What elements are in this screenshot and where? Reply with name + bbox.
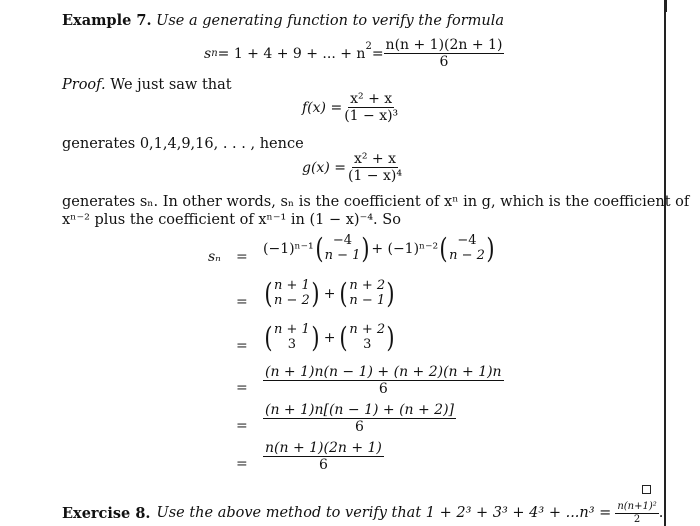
line5-numerator: (n + 1)n[(n − 1) + (n + 2)]	[265, 402, 455, 418]
binom6-bottom: 3	[363, 336, 372, 352]
g-fraction	[346, 151, 404, 185]
eq-sign-2: =	[236, 294, 248, 310]
exercise-label: Exercise 8.	[62, 504, 151, 522]
line6-numerator: n(n + 1)(2n + 1)	[265, 440, 382, 456]
g-denominator: (1 − x)⁴	[347, 168, 402, 185]
line4-numerator: (n + 1)n(n − 1) + (n + 2)(n + 1)n	[265, 364, 502, 380]
exercise-line	[62, 501, 663, 526]
formula-sup: 2	[365, 41, 372, 52]
f-lhs: f(x) =	[302, 99, 343, 116]
binomial-3: ( n + 1 n − 2 )	[264, 276, 320, 310]
textbook-page	[22, 0, 690, 526]
binom5-bottom: 3	[287, 336, 296, 352]
line6-fraction	[263, 440, 384, 474]
example-label: Example 7.	[62, 12, 152, 29]
binomial-6: ( n + 2 3 )	[339, 320, 395, 354]
f-definition	[302, 91, 400, 125]
derivation-line-5	[263, 402, 456, 436]
binom2-top: −4	[457, 233, 477, 248]
formula-lhs: s	[204, 45, 212, 62]
derivation-line-4	[263, 364, 504, 398]
exercise-denominator: 2	[633, 513, 641, 525]
eq-sign-3: =	[236, 338, 248, 354]
eq-sign-6: =	[236, 456, 248, 472]
f-numerator: x² + x	[350, 91, 393, 107]
derivation-line-3	[263, 320, 396, 354]
derivation-line-1	[263, 231, 496, 265]
binomial-2: ( −4 n − 2 )	[439, 231, 495, 265]
qed-box-icon	[642, 485, 651, 494]
example-heading	[62, 12, 504, 29]
formula-fraction	[384, 37, 505, 71]
binom4-top: n + 2	[349, 278, 386, 293]
derivation-lhs: sₙ	[208, 249, 221, 265]
page-edge-mark	[664, 0, 667, 12]
line6-denominator: 6	[318, 457, 328, 474]
plus-1: +	[323, 285, 336, 302]
sign-term-1: (−1)ⁿ⁻¹	[263, 240, 314, 257]
binomial-5: ( n + 1 3 )	[264, 320, 320, 354]
binom1-top: −4	[332, 233, 353, 248]
generates-line-2: generates sₙ. In other words, sₙ is the coefficient of xⁿ in g, which is the coefficient of	[62, 194, 690, 210]
formula-numerator: n(n + 1)(2n + 1)	[385, 37, 503, 53]
binom2-bottom: n − 2	[449, 247, 485, 263]
formula-sub: n	[211, 48, 218, 60]
binomial-4: ( n + 2 n − 1 )	[339, 276, 395, 310]
g-lhs: g(x) =	[302, 159, 346, 176]
proof-intro	[62, 77, 232, 93]
example-statement: Use a generating function to verify the formula	[156, 13, 505, 29]
eq-sign-5: =	[236, 418, 248, 434]
exercise-statement: Use the above method to verify that 1 + 2³ + 3³ + 4³ + ...n³ =	[156, 505, 612, 522]
binom5-top: n + 1	[273, 322, 310, 337]
formula-denominator: 6	[439, 54, 449, 71]
example-formula	[204, 37, 504, 71]
f-denominator: (1 − x)³	[344, 108, 399, 125]
formula-eq: =	[371, 45, 384, 62]
generates-line-1: generates 0,1,4,9,16, . . . , hence	[62, 136, 304, 152]
line5-fraction	[263, 402, 456, 436]
f-fraction	[342, 91, 400, 125]
proof-label: Proof.	[62, 77, 106, 93]
eq-sign-4: =	[236, 380, 248, 396]
exercise-numerator: n(n+1)²	[617, 501, 657, 512]
binom4-bottom: n − 1	[349, 292, 386, 308]
binom1-bottom: n − 1	[324, 247, 361, 263]
g-definition	[302, 151, 404, 185]
binomial-1: ( −4 n − 1 )	[314, 231, 370, 265]
derivation-line-2	[263, 276, 396, 310]
generates-line-3: xⁿ⁻² plus the coefficient of xⁿ⁻¹ in (1 − x)⁻⁴. So	[62, 212, 401, 228]
plus-2: +	[323, 329, 336, 346]
binom3-bottom: n − 2	[273, 292, 310, 308]
derivation-line-6	[263, 440, 384, 474]
line4-denominator: 6	[378, 381, 388, 398]
exercise-end: .	[658, 505, 664, 522]
eq-sign-1: =	[236, 249, 248, 265]
line4-fraction	[263, 364, 504, 398]
binom3-top: n + 1	[273, 278, 310, 293]
binom6-top: n + 2	[349, 322, 386, 337]
exercise-fraction	[615, 501, 658, 526]
sign-term-2: + (−1)ⁿ⁻²	[371, 240, 439, 257]
formula-sum: = 1 + 4 + 9 + ... + n	[217, 45, 366, 62]
line5-denominator: 6	[355, 419, 364, 436]
g-numerator: x² + x	[353, 151, 396, 167]
proof-intro-text: We just saw that	[110, 77, 232, 93]
